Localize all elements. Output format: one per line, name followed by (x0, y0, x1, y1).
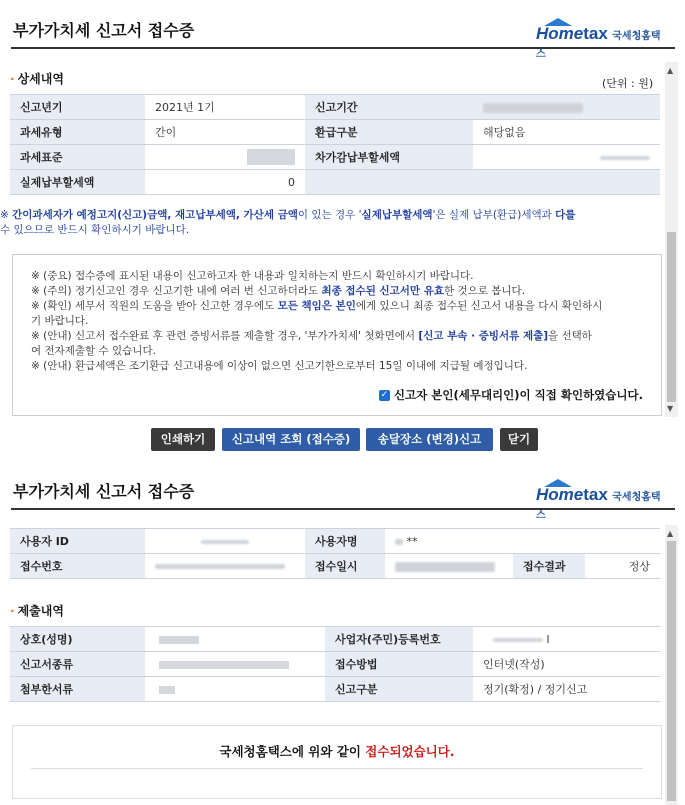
redacted-receipt-date (395, 562, 495, 572)
scroll-up-icon[interactable]: ▲ (667, 66, 674, 75)
scroll-thumb[interactable] (667, 541, 676, 801)
section-title: · 상세내역 (10, 72, 64, 86)
redacted-reg-no (493, 638, 543, 642)
unit-label: (단위 : 원) (602, 77, 654, 90)
receipt2-title: 부가가치세 신고서 접수증 (13, 482, 195, 501)
redacted-amount (600, 156, 650, 160)
table-row: 실제납부할세액 0 (10, 170, 660, 195)
completion-divider (31, 768, 643, 769)
title-divider (11, 47, 675, 49)
inquiry-button[interactable]: 신고내역 조회 (접수증) (222, 428, 360, 451)
close-button[interactable]: 닫기 (500, 428, 538, 451)
completion-box (12, 725, 662, 799)
table-row: 신고년기 2021년 1기 신고기간 (10, 95, 660, 120)
scrollbar-1[interactable] (665, 62, 678, 417)
table-row: 접수번호 접수일시 접수결과 정상 (10, 554, 660, 579)
scroll-up-icon[interactable]: ▲ (667, 529, 674, 538)
detail-panel[interactable] (0, 62, 678, 417)
logo-roof-icon (544, 18, 572, 26)
title-divider-2 (11, 508, 675, 510)
hometax-logo-2: Hometax 국세청홈택스 (536, 485, 666, 523)
detail-table (10, 94, 660, 195)
submission-table (10, 626, 660, 702)
warning-text: ※ 간이과세자가 예정고지(신고)금액, 재고납부세액, 가산세 금액이 있는 경우 '실제납부할세액'은 실제 납부(환급)세액과 다를 수 있으므로 반드시 확인하시기 바랍니다. (0, 209, 576, 236)
redacted-receipt-no (155, 564, 285, 569)
scroll-thumb[interactable] (667, 232, 676, 402)
redacted-tax-base (247, 149, 295, 165)
confirm-checkbox[interactable]: ✓ 신고자 본인(세무대리인)이 직접 확인하였습니다. (380, 388, 643, 402)
redacted-period (483, 103, 583, 113)
redacted-name (395, 539, 403, 545)
notice-box: ※ (중요) 접수증에 표시된 내용이 신고하고자 한 내용과 일치하는지 반드시 확인하시기 바랍니다. ※ (주의) 정기신고인 경우 신고기한 내에 여러 번 신고하더라도 최종 접수된 신고서만 유효한 것으로 봅니다. ※ (확인) 세무서 직원의 도움을 받아 신고한 경우에도 모든 책임은 본인에게 있으니 최종 접수된 신고서 내용을 다시 확인하시 기 바랍니다. ※ (안내) 신고서 접수완료 후 관련 증빙서류를 제출할 경우, '부가가치세' 첫화면에서 [신고 부속 · 증빙서류 제출]을 선택하 여 전자제출할 수 있습니다. ※ (안내) 환급세액은 조기환급 신고내용에 이상이 없으면 신고기한으로부터 15일 이내에 지급될 예정입니다. ✓ 신고자 본인(세무대리인)이 직접 확인하였습니다. (12, 254, 662, 416)
table-row: 첨부한서류 신고구분 정기(확정) / 정기신고 (10, 677, 660, 702)
receipt-title: 부가가치세 신고서 접수증 (13, 21, 195, 40)
print-button[interactable]: 인쇄하기 (151, 428, 215, 451)
table-row: 과세표준 차가감납부할세액 (10, 145, 660, 170)
section-title-submission: · 제출내역 (10, 604, 64, 618)
address-change-button[interactable]: 송달장소 (변경)신고 (366, 428, 493, 451)
hometax-logo: Hometax 국세청홈택스 (536, 24, 666, 62)
redacted-company (159, 636, 199, 644)
table-row: 신고서종류 접수방법 인터넷(작성) (10, 652, 660, 677)
table-row: 과세유형 간이 환급구분 해당없음 (10, 120, 660, 145)
redacted-user-id (201, 540, 249, 544)
logo-roof-icon (544, 479, 572, 487)
redacted-attachments (159, 686, 175, 694)
receipt-panel[interactable] (0, 520, 678, 805)
scrollbar-2[interactable] (665, 525, 678, 805)
scroll-down-icon[interactable]: ▼ (667, 404, 674, 413)
completion-message: 국세청홈택스에 위와 같이 접수되었습니다. (219, 744, 455, 759)
user-table (10, 528, 660, 579)
checkbox-checked-icon[interactable]: ✓ (380, 390, 389, 400)
redacted-form-type (159, 661, 289, 669)
table-row: 상호(성명) 사업자(주민)등록번호 l (10, 627, 660, 652)
table-row: 사용자 ID 사용자명 ** (10, 529, 660, 554)
